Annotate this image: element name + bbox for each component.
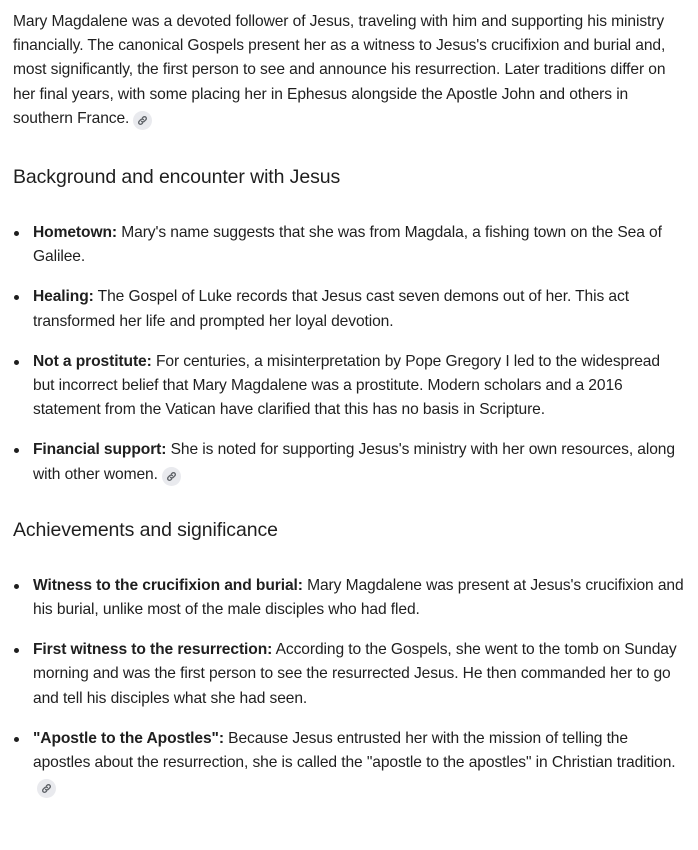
achievements-list [13, 574, 684, 800]
link-icon [166, 471, 177, 482]
item-label: First witness to the resurrection: [33, 641, 273, 659]
item-text: The Gospel of Luke records that Jesus cast seven demons out of her. This act transformed her life and prompted her loyal devotion. [33, 288, 629, 330]
list-item-hometown [33, 221, 684, 269]
item-label: Healing: [33, 288, 94, 306]
source-link-button[interactable] [133, 111, 152, 130]
intro-text: Mary Magdalene was a devoted follower of Jesus, traveling with him and supporting his ministry financially. The canonical Gospels present her as a witness to Jesus's crucifixion and burial and, most significantly, the first person to see and announce his resurrection. Later traditions differ on her final years, with some placing her in Ephesus alongside the Apostle John and others in southern France. [13, 13, 666, 127]
item-label: Financial support: [33, 441, 167, 459]
source-link-button[interactable] [162, 467, 181, 486]
section-heading-achievements: Achievements and significance [13, 518, 278, 541]
intro-paragraph [13, 10, 684, 131]
item-text: According to the Gospels, she went to the tomb on Sunday morning and was the first person to see the resurrected Jesus. He then commanded her to go and tell his disciples what she had seen. [33, 641, 677, 707]
item-text: Because Jesus entrusted her with the mission of telling the apostles about the resurrection, she is called the "apostle to the apostles" in Christian tradition. [33, 729, 676, 772]
item-text: Mary Magdalene was present at Jesus's crucifixion and his burial, unlike most of the male disciples who had fled. [33, 576, 684, 619]
item-text: For centuries, a misinterpretation by Pope Gregory I led to the widespread but incorrect belief that Mary Magdalene was a prostitute. Modern scholars and a 2016 statement from the Vatican have clarified that this has no basis in Scripture. [33, 352, 660, 419]
link-icon [137, 115, 148, 126]
item-label: Not a prostitute: [33, 352, 152, 370]
link-icon [41, 783, 52, 794]
item-text: Mary's name suggests that she was from Magdala, a fishing town on the Sea of Galilee. [33, 224, 662, 266]
list-item-financial-support [33, 438, 684, 486]
list-item-apostle-to-apostles [33, 727, 684, 800]
item-label: Hometown: [33, 224, 117, 242]
background-list [13, 221, 684, 487]
list-item-healing [33, 285, 684, 333]
source-link-button[interactable] [37, 779, 56, 798]
list-item-first-witness [33, 638, 684, 711]
item-text: She is noted for supporting Jesus's ministry with her own resources, along with other women. [33, 441, 675, 483]
list-item-witness-crucifixion [33, 574, 684, 622]
list-item-not-a-prostitute [33, 350, 684, 423]
section-heading-background: Background and encounter with Jesus [13, 166, 341, 189]
item-label: "Apostle to the Apostles": [33, 729, 224, 747]
item-label: Witness to the crucifixion and burial: [33, 576, 303, 594]
